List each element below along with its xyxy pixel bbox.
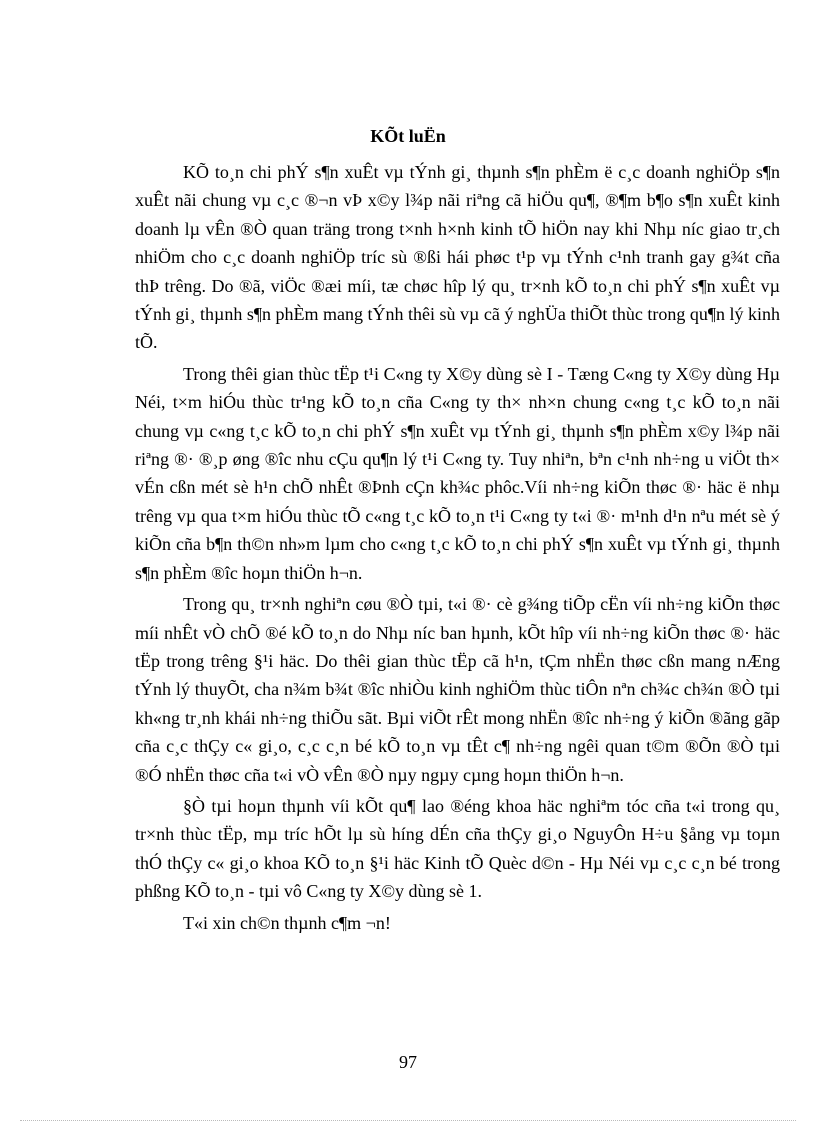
paragraph-thanks: T«i xin ch©n thµnh c¶m ¬n!	[183, 912, 391, 933]
paragraph-intro: KÕ to¸n chi phÝ s¶n xuÊt vµ tÝnh gi¸ thµnh s¶n phÈm ë c¸c doanh nghiÖp s¶n xuÊt nãi chung vµ c¸c ®¬n vÞ x©y l¾p nãi riªng cã hiÖu qu¶, ®¶m b¶o s¶n xuÊt kinh doanh lµ vÊn ®Ò quan träng trong t×nh h×nh kinh tÕ hiÖn nay khi Nhµ níc giao tr¸ch nhiÖm cho c¸c doanh nghiÖp tríc sù ®ßi hái phøc t¹p vµ tÝnh c¹nh tranh gay g¾t cña thÞ trêng. Do ®ã, viÖc ®æi míi, tæ chøc hîp lý qu¸ tr×nh kÕ to¸n chi phÝ s¶n xuÊt vµ tÝnh gi¸ thµnh s¶n phÈm mang tÝnh thêi sù vµ cã ý nghÜa thiÕt thùc trong qu¶n lý kinh tÕ.	[135, 162, 780, 353]
page-number: 97	[399, 1052, 417, 1072]
paragraph-research: Trong qu¸ tr×nh nghiªn cøu ®Ò tµi, t«i ®· cè g¾ng tiÕp cËn víi nh÷ng kiÕn thøc míi nhÊt vÒ chÕ ®é kÕ to¸n do Nhµ níc ban hµnh, kÕt hîp víi nh÷ng kiÕn thøc ®· häc tËp trong trêng §¹i häc. Do thêi gian thùc tËp cã h¹n, tÇm nhËn thøc cßn mang nÆng tÝnh lý thuyÕt, cha n¾m b¾t ®îc nhiÒu kinh nghiÖm thùc tiÔn nªn ch¾c ch¾n ®Ò tµi kh«ng tr¸nh khái nh÷ng thiÕu sãt. Bµi viÕt rÊt mong nhËn ®îc nh÷ng ý kiÕn ®ãng gãp cña c¸c thÇy c« gi¸o, c¸c c¸n bé kÕ to¸n vµ tÊt c¶ nh÷ng ngêi quan t©m ®Õn ®Ò tµi ®Ó nhËn thøc cña t«i vÒ vÊn ®Ò nµy ngµy cµng hoµn thiÖn h¬n.	[135, 594, 780, 785]
footer-divider	[20, 1120, 796, 1121]
document-body	[135, 158, 780, 940]
paragraph-internship: Trong thêi gian thùc tËp t¹i C«ng ty X©y dùng sè I - Tæng C«ng ty X©y dùng Hµ Néi, t×m hiÓu thùc tr¹ng kÕ to¸n cña C«ng ty th× nh×n chung c«ng t¸c kÕ to¸n nãi chung vµ c«ng t¸c kÕ to¸n chi phÝ s¶n xuÊt vµ tÝnh gi¸ thµnh s¶n phÈm x©y l¾p nãi riªng ®· ®¸p øng ®îc nhu cÇu qu¶n lý t¹i C«ng ty. Tuy nhiªn, bªn c¹nh nh÷ng u viÖt th× vÉn cßn mét sè h¹n chÕ nhÊt ®Þnh cÇn kh¾c phôc.Víi nh÷ng kiÕn thøc ®· häc ë nhµ trêng vµ qua t×m hiÓu thùc tÕ c«ng t¸c kÕ to¸n t¹i C«ng ty t«i ®· m¹nh d¹n nªu mét sè ý kiÕn cña b¶n th©n nh»m lµm cho c«ng t¸c kÕ to¸n chi phÝ s¶n xuÊt vµ tÝnh gi¸ thµnh s¶n phÈm ®îc hoµn thiÖn h¬n.	[135, 363, 780, 583]
paragraph-acknowledgement: §Ò tµi hoµn thµnh víi kÕt qu¶ lao ®éng khoa häc nghiªm tóc cña t«i trong qu¸ tr×nh thùc tËp, mµ tríc hÕt lµ sù híng dÉn cña thÇy gi¸o NguyÔn H÷u §ång vµ toµn thÓ thÇy c« gi¸o khoa KÕ to¸n §¹i häc Kinh tÕ Quèc d©n - Hµ Néi vµ c¸c c¸n bé trong phßng KÕ to¸n - tµi vô C«ng ty X©y dùng sè 1.	[135, 795, 780, 902]
page-title: KÕt luËn	[370, 126, 446, 146]
